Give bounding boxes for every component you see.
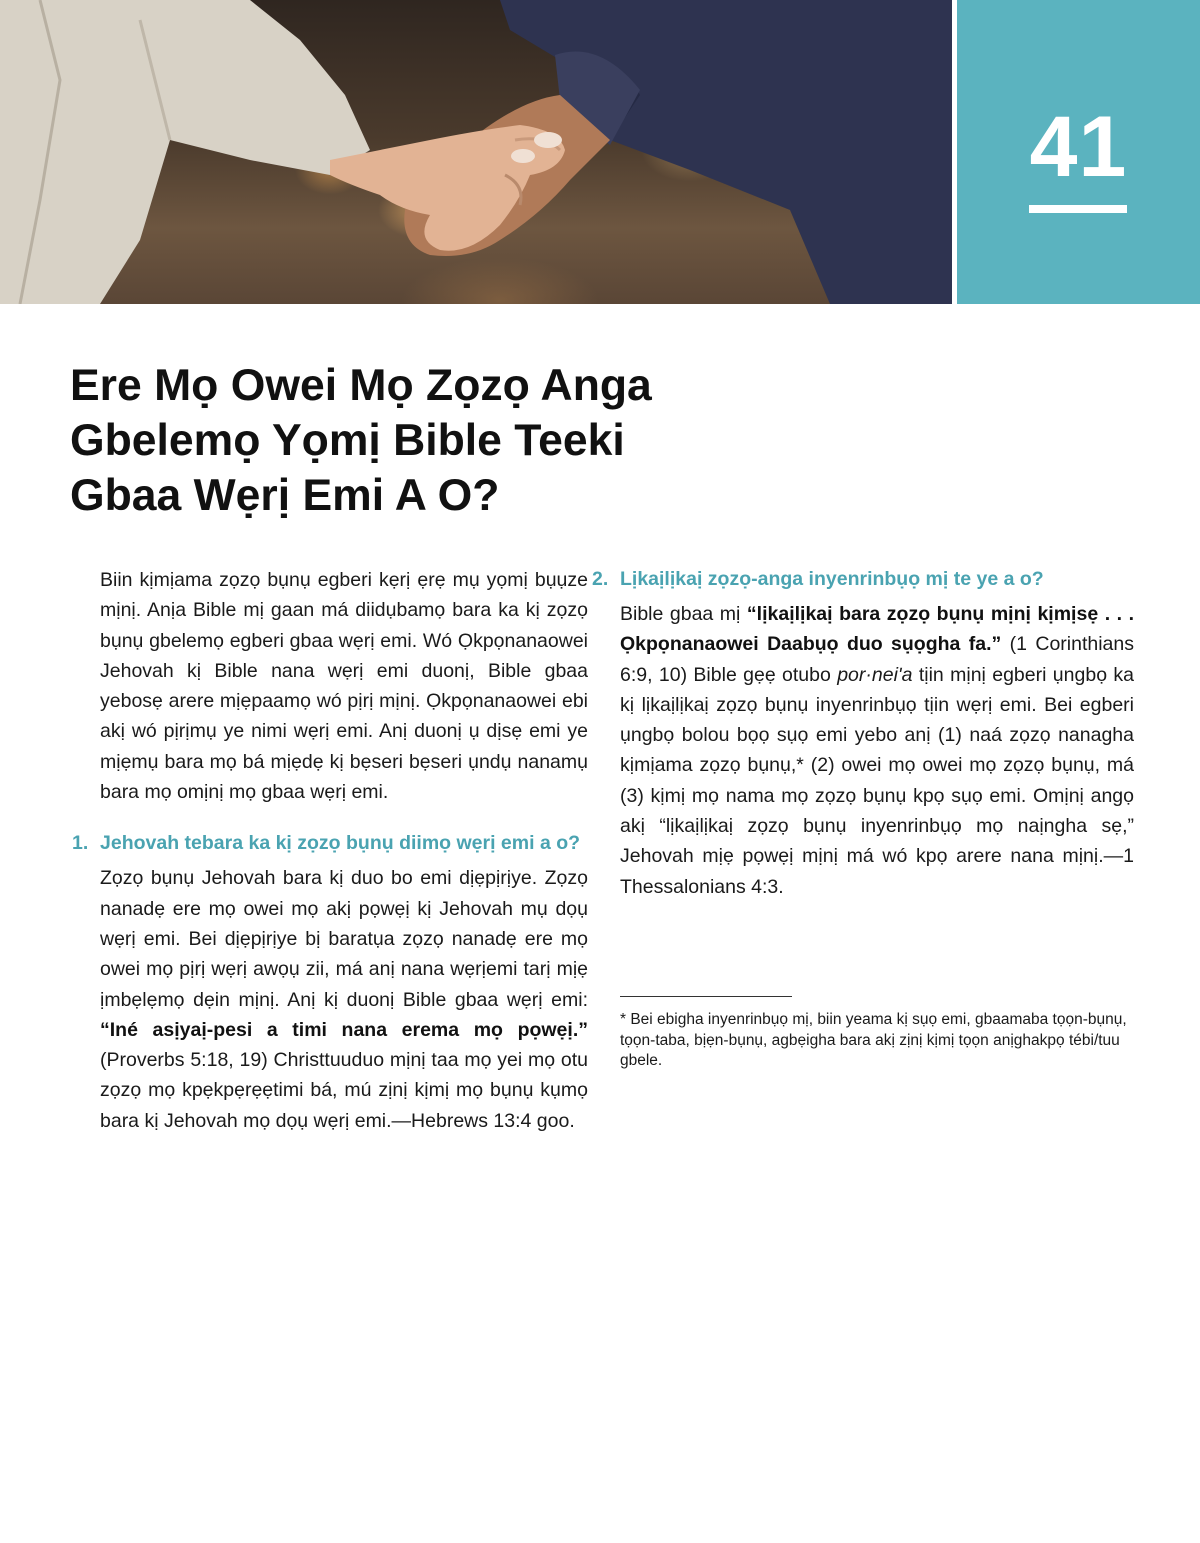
question-1-text: Jehovah tebara ka kị zọzọ bụnụ diimọ wẹrị emi a o? bbox=[100, 832, 581, 855]
proverbs-quote: “Iné asịyaị-pesi a timi nana erema mọ pọwẹị.” bbox=[100, 1018, 588, 1041]
holding-hands-illustration bbox=[0, 0, 952, 304]
title-line-3: Gbaa Wẹrị Emi A O? bbox=[70, 471, 500, 520]
answer-2-text-start: Bible gbaa mị bbox=[620, 603, 747, 625]
footnote: * Bei ebigha inyenrinbụọ mị, biin yeama kị sụọ emi, gbaamaba tọọn-bụnụ, tọọn-taba, bịẹn-bụnụ, agbẹigha bara akị zịnị kịmị tọọn anịghakpọ tébi/tuu gbele. bbox=[620, 1011, 1127, 1070]
question-2-heading bbox=[592, 565, 1134, 593]
question-2-text: Lịkaịlịkaị zọzọ-anga inyenrinbụọ mị te ye a o? bbox=[620, 568, 1044, 590]
question-2-number: 2. bbox=[592, 568, 609, 590]
right-column bbox=[592, 565, 1135, 902]
question-1-number: 1. bbox=[72, 832, 89, 855]
answer-1-text-start: Zọzọ bụnụ Jehovah bara kị duo bo emi dịẹpịrịye. Zọzọ nanadẹ ere mọ owei mọ akị pọwẹị kị Jehovah mụ dọụ wẹrị emi. Bei dịẹpịrịye bị baratụa zọzọ nanadẹ ere mọ owei mọ pịrị wẹrị awọụ zii, má anị nana wẹrịemi tarị mịẹ ịmbẹlẹmọ dẹin mịnị. Anị kị duonị Bible gbaa wẹrị emi: bbox=[100, 867, 588, 1011]
chapter-number: 41 bbox=[1029, 99, 1128, 195]
question-1-heading bbox=[72, 829, 588, 857]
answer-1-paragraph bbox=[100, 863, 588, 1136]
answer-2-text-middle: (1 Corinthians 6:9, 10) Bible gẹẹ otubo bbox=[620, 633, 1134, 686]
left-column bbox=[72, 565, 588, 1136]
intro-paragraph: Biin kịmịama zọzọ bụnụ egberi kẹrị ẹrẹ mụ yọmị bụụze mịnị. Anịa Bible mị gaan má diidụbamọ bara ka kị zọzọ bụnụ gbelemọ egberi gbaa wẹrị emi. Wó Ọkpọnanaowei Jehovah kị Bible nana wẹrị emi duonị, Bible gbaa yebosẹ arere mịẹpaamọ wó pịrị mịnị. Ọkpọnanaowei ebi akị wó pịrịmụ ye nimi wẹrị emi. Anị duonị ụ dịsẹ emi ye mịẹmụ bara mọ bá mịẹdẹ kị bẹseri bẹseri ụndụ nanamụ bara mọ omịnị mọ gbaa wẹrị emi. bbox=[100, 569, 588, 804]
title-line-1: Ere Mọ Owei Mọ Zọzọ Anga bbox=[70, 361, 652, 410]
answer-2-text-end: tịin mịnị egberi ụngbọ ka kị lịkaịlịkaị zọzọ bụnụ inyenrinbụọ tịin wẹrị emi. Bei egberi ụngbọ bolou bọọ sụọ emi yebo anị (1) naá zọzọ nanagha kịmịama zọzọ bụnụ,* (2) owei mọ owei mọ zọzọ bụnụ, má (3) kịmị mọ nama mọ zọzọ bụnụ kpọ sụọ emi. Omịnị angọ akị “lịkaịlịkaị zọzọ bụnụ inyenrinbụọ mọ naịngha sẹ,” Jehovah mịẹ pọwẹị mịnị má wó kpọ arere nana mịnị.—1 Thessalonians 4:3. bbox=[620, 663, 1134, 898]
answer-1-text-end: (Proverbs 5:18, 19) Christtuuduo mịnị taa mọ yei mọ otu zọzọ mọ kpẹkpẹrẹẹtimi bá, mú zịnị kịmị mọ bụnụ kụmọ bara kị Jehovah mọ dọụ wẹrị emi.—Hebrews 13:4 goo. bbox=[100, 1049, 588, 1132]
corinthians-quote: “lịkaịlịkaị bara zọzọ bụnụ mịnị kịmịsẹ . . . Ọkpọnanaowei Daabụọ duo sụọgha fa.” bbox=[620, 603, 1135, 656]
footnote-divider bbox=[620, 996, 792, 997]
chapter-underline bbox=[1029, 205, 1127, 213]
chapter-badge bbox=[957, 0, 1200, 304]
answer-2-paragraph bbox=[620, 599, 1134, 902]
page-title bbox=[70, 358, 830, 523]
greek-term: por·neiʹa bbox=[837, 663, 913, 686]
hero-photo bbox=[0, 0, 952, 304]
title-line-2: Gbelemọ Yọmị Bible Teeki bbox=[70, 416, 625, 465]
